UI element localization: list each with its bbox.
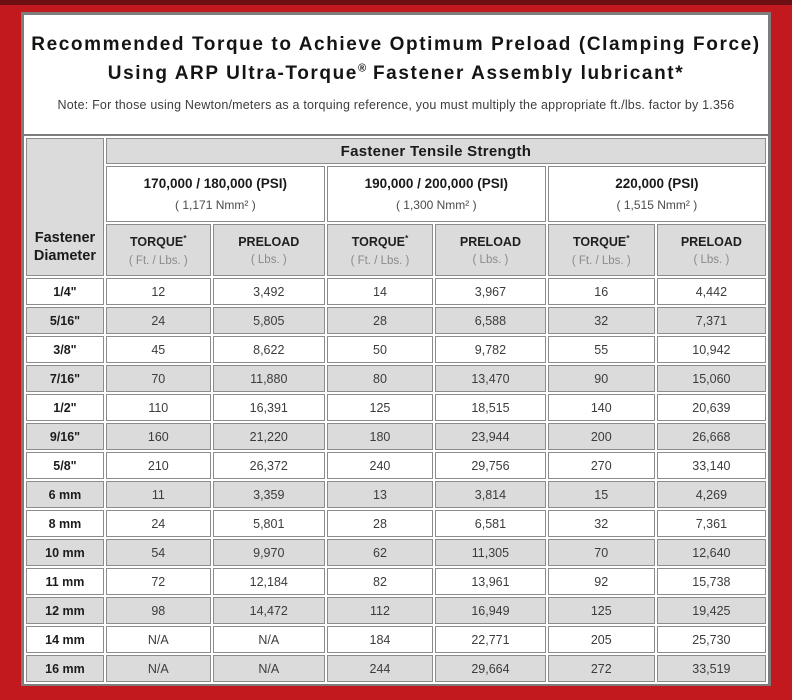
cell-torque: 244 — [327, 655, 433, 682]
sub-header-preload-1: PRELOAD ( Lbs. ) — [213, 224, 325, 276]
cell-torque: 13 — [327, 481, 433, 508]
sub-header-torque-1: TORQUE* ( Ft. / Lbs. ) — [106, 224, 211, 276]
cell-preload: 3,814 — [435, 481, 546, 508]
row-header-diameter: 11 mm — [26, 568, 104, 595]
cell-preload: 15,060 — [657, 365, 766, 392]
cell-torque: 240 — [327, 452, 433, 479]
table-row — [26, 307, 766, 334]
cell-torque: 210 — [106, 452, 211, 479]
cell-torque: 45 — [106, 336, 211, 363]
cell-preload: 6,581 — [435, 510, 546, 537]
table-row — [26, 336, 766, 363]
cell-torque: 125 — [548, 597, 655, 624]
cell-torque: N/A — [106, 655, 211, 682]
cell-torque: 80 — [327, 365, 433, 392]
cell-torque: 272 — [548, 655, 655, 682]
row-header-diameter: 5/16" — [26, 307, 104, 334]
cell-preload: 33,140 — [657, 452, 766, 479]
cell-preload: N/A — [213, 655, 325, 682]
strength-header-220: 220,000 (PSI) ( 1,515 Nmm² ) — [548, 166, 766, 222]
cell-torque: 205 — [548, 626, 655, 653]
row-header-diameter: 14 mm — [26, 626, 104, 653]
cell-torque: 112 — [327, 597, 433, 624]
cell-preload: 15,738 — [657, 568, 766, 595]
cell-torque: 180 — [327, 423, 433, 450]
cell-torque: 98 — [106, 597, 211, 624]
cell-preload: 29,664 — [435, 655, 546, 682]
table-row — [26, 394, 766, 421]
top-stripe — [0, 0, 792, 5]
table-row — [26, 278, 766, 305]
cell-preload: 3,359 — [213, 481, 325, 508]
cell-preload: 19,425 — [657, 597, 766, 624]
cell-torque: 28 — [327, 307, 433, 334]
cell-preload: N/A — [213, 626, 325, 653]
cell-preload: 7,371 — [657, 307, 766, 334]
sub-header-torque-2: TORQUE* ( Ft. / Lbs. ) — [327, 224, 433, 276]
cell-torque: 70 — [106, 365, 211, 392]
table-row — [26, 481, 766, 508]
page-title — [24, 30, 768, 89]
strength-header-190-200: 190,000 / 200,000 (PSI) ( 1,300 Nmm² ) — [327, 166, 546, 222]
cell-preload: 29,756 — [435, 452, 546, 479]
table-row — [26, 597, 766, 624]
cell-torque: 160 — [106, 423, 211, 450]
cell-preload: 6,588 — [435, 307, 546, 334]
cell-preload: 5,801 — [213, 510, 325, 537]
cell-torque: 270 — [548, 452, 655, 479]
cell-preload: 22,771 — [435, 626, 546, 653]
cell-preload: 11,305 — [435, 539, 546, 566]
cell-torque: N/A — [106, 626, 211, 653]
registered-mark: ® — [357, 63, 367, 76]
cell-preload: 14,472 — [213, 597, 325, 624]
title-line2: Using ARP Ultra-Torque® Fastener Assembly lubricant* — [107, 63, 685, 85]
cell-torque: 200 — [548, 423, 655, 450]
cell-preload: 4,442 — [657, 278, 766, 305]
row-header-diameter: 1/2" — [26, 394, 104, 421]
table-row — [26, 452, 766, 479]
cell-preload: 25,730 — [657, 626, 766, 653]
cell-torque: 11 — [106, 481, 211, 508]
cell-torque: 15 — [548, 481, 655, 508]
row-header-diameter: 7/16" — [26, 365, 104, 392]
table-row — [26, 539, 766, 566]
cell-preload: 3,967 — [435, 278, 546, 305]
cell-torque: 72 — [106, 568, 211, 595]
cell-torque: 140 — [548, 394, 655, 421]
title-line1: Recommended Torque to Achieve Optimum Preload (Clamping Force) — [31, 34, 761, 55]
strength-header-170-180: 170,000 / 180,000 (PSI) ( 1,171 Nmm² ) — [106, 166, 325, 222]
sub-header-preload-3: PRELOAD ( Lbs. ) — [657, 224, 766, 276]
cell-preload: 12,640 — [657, 539, 766, 566]
cell-preload: 13,961 — [435, 568, 546, 595]
cell-preload: 20,639 — [657, 394, 766, 421]
torque-table — [24, 134, 768, 684]
cell-preload: 13,470 — [435, 365, 546, 392]
cell-preload: 16,391 — [213, 394, 325, 421]
cell-torque: 32 — [548, 510, 655, 537]
cell-torque: 24 — [106, 510, 211, 537]
row-header-diameter: 12 mm — [26, 597, 104, 624]
row-header-diameter: 8 mm — [26, 510, 104, 537]
cell-preload: 7,361 — [657, 510, 766, 537]
table-row — [26, 365, 766, 392]
cell-preload: 4,269 — [657, 481, 766, 508]
cell-torque: 28 — [327, 510, 433, 537]
cell-torque: 82 — [327, 568, 433, 595]
row-header-diameter: 16 mm — [26, 655, 104, 682]
table-row — [26, 655, 766, 682]
cell-preload: 26,372 — [213, 452, 325, 479]
cell-preload: 8,622 — [213, 336, 325, 363]
torque-table-body — [26, 278, 766, 682]
cell-torque: 55 — [548, 336, 655, 363]
cell-preload: 9,970 — [213, 539, 325, 566]
content-panel — [21, 12, 771, 686]
cell-torque: 32 — [548, 307, 655, 334]
group-header-tensile-strength: Fastener Tensile Strength — [106, 138, 766, 164]
table-row — [26, 568, 766, 595]
cell-preload: 18,515 — [435, 394, 546, 421]
cell-torque: 92 — [548, 568, 655, 595]
cell-preload: 26,668 — [657, 423, 766, 450]
cell-torque: 12 — [106, 278, 211, 305]
row-header-diameter: 5/8" — [26, 452, 104, 479]
cell-torque: 24 — [106, 307, 211, 334]
cell-preload: 9,782 — [435, 336, 546, 363]
cell-preload: 5,805 — [213, 307, 325, 334]
cell-torque: 14 — [327, 278, 433, 305]
cell-torque: 54 — [106, 539, 211, 566]
note-text: Note: For those using Newton/meters as a torquing reference, you must multiply the appropriate ft./lbs. factor by 1.356 — [57, 97, 735, 112]
row-header-diameter: 9/16" — [26, 423, 104, 450]
cell-torque: 184 — [327, 626, 433, 653]
cell-torque: 110 — [106, 394, 211, 421]
cell-preload: 11,880 — [213, 365, 325, 392]
cell-preload: 12,184 — [213, 568, 325, 595]
table-row — [26, 510, 766, 537]
row-header-diameter: 10 mm — [26, 539, 104, 566]
cell-torque: 16 — [548, 278, 655, 305]
cell-preload: 10,942 — [657, 336, 766, 363]
sub-header-torque-3: TORQUE* ( Ft. / Lbs. ) — [548, 224, 655, 276]
cell-torque: 70 — [548, 539, 655, 566]
cell-torque: 125 — [327, 394, 433, 421]
cell-torque: 62 — [327, 539, 433, 566]
cell-preload: 16,949 — [435, 597, 546, 624]
row-header-diameter: 6 mm — [26, 481, 104, 508]
title-block — [24, 15, 768, 134]
cell-torque: 50 — [327, 336, 433, 363]
table-row — [26, 423, 766, 450]
cell-preload: 23,944 — [435, 423, 546, 450]
cell-torque: 90 — [548, 365, 655, 392]
row-header-diameter: 3/8" — [26, 336, 104, 363]
cell-preload: 33,519 — [657, 655, 766, 682]
cell-preload: 3,492 — [213, 278, 325, 305]
table-row — [26, 626, 766, 653]
sub-header-preload-2: PRELOAD ( Lbs. ) — [435, 224, 546, 276]
cell-preload: 21,220 — [213, 423, 325, 450]
row-header-diameter: 1/4" — [26, 278, 104, 305]
corner-header-fastener-diameter: Fastener Diameter — [26, 138, 104, 276]
